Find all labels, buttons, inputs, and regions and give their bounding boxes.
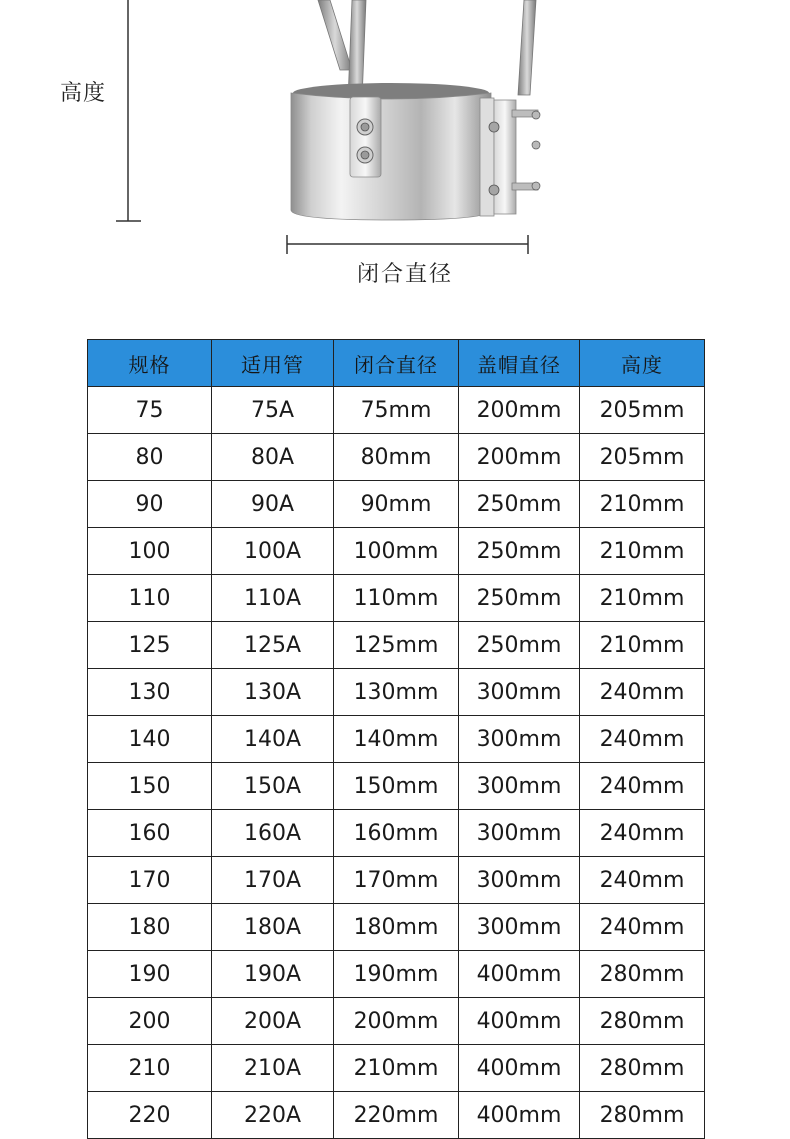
table-cell: 150 xyxy=(88,763,212,810)
table-cell: 80 xyxy=(88,434,212,481)
column-header-spec: 规格 xyxy=(88,340,212,387)
table-cell: 190A xyxy=(212,951,334,998)
table-cell: 210mm xyxy=(580,575,705,622)
table-row xyxy=(88,1092,705,1139)
table-cell: 180 xyxy=(88,904,212,951)
table-cell: 240mm xyxy=(580,669,705,716)
table-cell: 125mm xyxy=(334,622,459,669)
table-row xyxy=(88,763,705,810)
table-cell: 100A xyxy=(212,528,334,575)
table-cell: 180mm xyxy=(334,904,459,951)
table-cell: 75A xyxy=(212,387,334,434)
specification-table xyxy=(87,339,705,1139)
table-cell: 90 xyxy=(88,481,212,528)
table-cell: 400mm xyxy=(459,1045,580,1092)
table-cell: 130 xyxy=(88,669,212,716)
table-header-row xyxy=(88,340,705,387)
height-dimension-label: 高度 xyxy=(60,81,107,106)
table-cell: 150A xyxy=(212,763,334,810)
table-row xyxy=(88,622,705,669)
table-cell: 300mm xyxy=(459,669,580,716)
column-header-height: 高度 xyxy=(580,340,705,387)
table-cell: 200mm xyxy=(334,998,459,1045)
table-row xyxy=(88,528,705,575)
table-cell: 220mm xyxy=(334,1092,459,1139)
table-cell: 160A xyxy=(212,810,334,857)
table-cell: 75 xyxy=(88,387,212,434)
table-cell: 240mm xyxy=(580,810,705,857)
table-cell: 80mm xyxy=(334,434,459,481)
column-header-closed-diameter: 闭合直径 xyxy=(334,340,459,387)
table-cell: 190mm xyxy=(334,951,459,998)
table-cell: 210A xyxy=(212,1045,334,1092)
table-cell: 280mm xyxy=(580,1045,705,1092)
table-cell: 200mm xyxy=(459,434,580,481)
table-cell: 110 xyxy=(88,575,212,622)
table-row xyxy=(88,669,705,716)
table-cell: 205mm xyxy=(580,387,705,434)
table-cell: 200A xyxy=(212,998,334,1045)
table-cell: 75mm xyxy=(334,387,459,434)
table-cell: 200mm xyxy=(459,387,580,434)
table-cell: 205mm xyxy=(580,434,705,481)
table-cell: 240mm xyxy=(580,857,705,904)
table-cell: 400mm xyxy=(459,951,580,998)
table-cell: 100mm xyxy=(334,528,459,575)
table-cell: 220A xyxy=(212,1092,334,1139)
table-cell: 400mm xyxy=(459,998,580,1045)
product-dimension-diagram xyxy=(0,0,790,320)
table-cell: 240mm xyxy=(580,716,705,763)
table-cell: 140A xyxy=(212,716,334,763)
table-row xyxy=(88,387,705,434)
table-cell: 300mm xyxy=(459,763,580,810)
table-cell: 280mm xyxy=(580,998,705,1045)
table-cell: 240mm xyxy=(580,763,705,810)
table-cell: 125A xyxy=(212,622,334,669)
table-cell: 170A xyxy=(212,857,334,904)
table-cell: 170 xyxy=(88,857,212,904)
table-cell: 210mm xyxy=(334,1045,459,1092)
table-row xyxy=(88,857,705,904)
table-cell: 250mm xyxy=(459,622,580,669)
table-cell: 130A xyxy=(212,669,334,716)
table-cell: 200 xyxy=(88,998,212,1045)
table-cell: 280mm xyxy=(580,951,705,998)
table-row xyxy=(88,904,705,951)
table-cell: 140mm xyxy=(334,716,459,763)
table-cell: 160 xyxy=(88,810,212,857)
table-cell: 300mm xyxy=(459,810,580,857)
table-cell: 90mm xyxy=(334,481,459,528)
table-cell: 400mm xyxy=(459,1092,580,1139)
table-cell: 180A xyxy=(212,904,334,951)
table-cell: 190 xyxy=(88,951,212,998)
table-cell: 300mm xyxy=(459,716,580,763)
table-cell: 210mm xyxy=(580,481,705,528)
table-cell: 170mm xyxy=(334,857,459,904)
table-row xyxy=(88,998,705,1045)
table-cell: 210 xyxy=(88,1045,212,1092)
table-cell: 125 xyxy=(88,622,212,669)
table-row xyxy=(88,951,705,998)
table-cell: 250mm xyxy=(459,481,580,528)
table-cell: 240mm xyxy=(580,904,705,951)
table-cell: 280mm xyxy=(580,1092,705,1139)
table-row xyxy=(88,810,705,857)
table-cell: 110A xyxy=(212,575,334,622)
table-cell: 300mm xyxy=(459,857,580,904)
table-row xyxy=(88,1045,705,1092)
column-header-pipe: 适用管 xyxy=(212,340,334,387)
table-cell: 100 xyxy=(88,528,212,575)
table-cell: 210mm xyxy=(580,528,705,575)
table-cell: 140 xyxy=(88,716,212,763)
table-cell: 110mm xyxy=(334,575,459,622)
table-cell: 160mm xyxy=(334,810,459,857)
closed-diameter-dimension-label: 闭合直径 xyxy=(357,262,454,287)
table-row xyxy=(88,716,705,763)
table-cell: 130mm xyxy=(334,669,459,716)
table-cell: 250mm xyxy=(459,528,580,575)
table-cell: 300mm xyxy=(459,904,580,951)
table-row xyxy=(88,575,705,622)
table-row xyxy=(88,481,705,528)
table-cell: 220 xyxy=(88,1092,212,1139)
table-cell: 210mm xyxy=(580,622,705,669)
column-header-cap-diameter: 盖帽直径 xyxy=(459,340,580,387)
table-cell: 250mm xyxy=(459,575,580,622)
table-row xyxy=(88,434,705,481)
table-cell: 80A xyxy=(212,434,334,481)
table-cell: 150mm xyxy=(334,763,459,810)
table-cell: 90A xyxy=(212,481,334,528)
